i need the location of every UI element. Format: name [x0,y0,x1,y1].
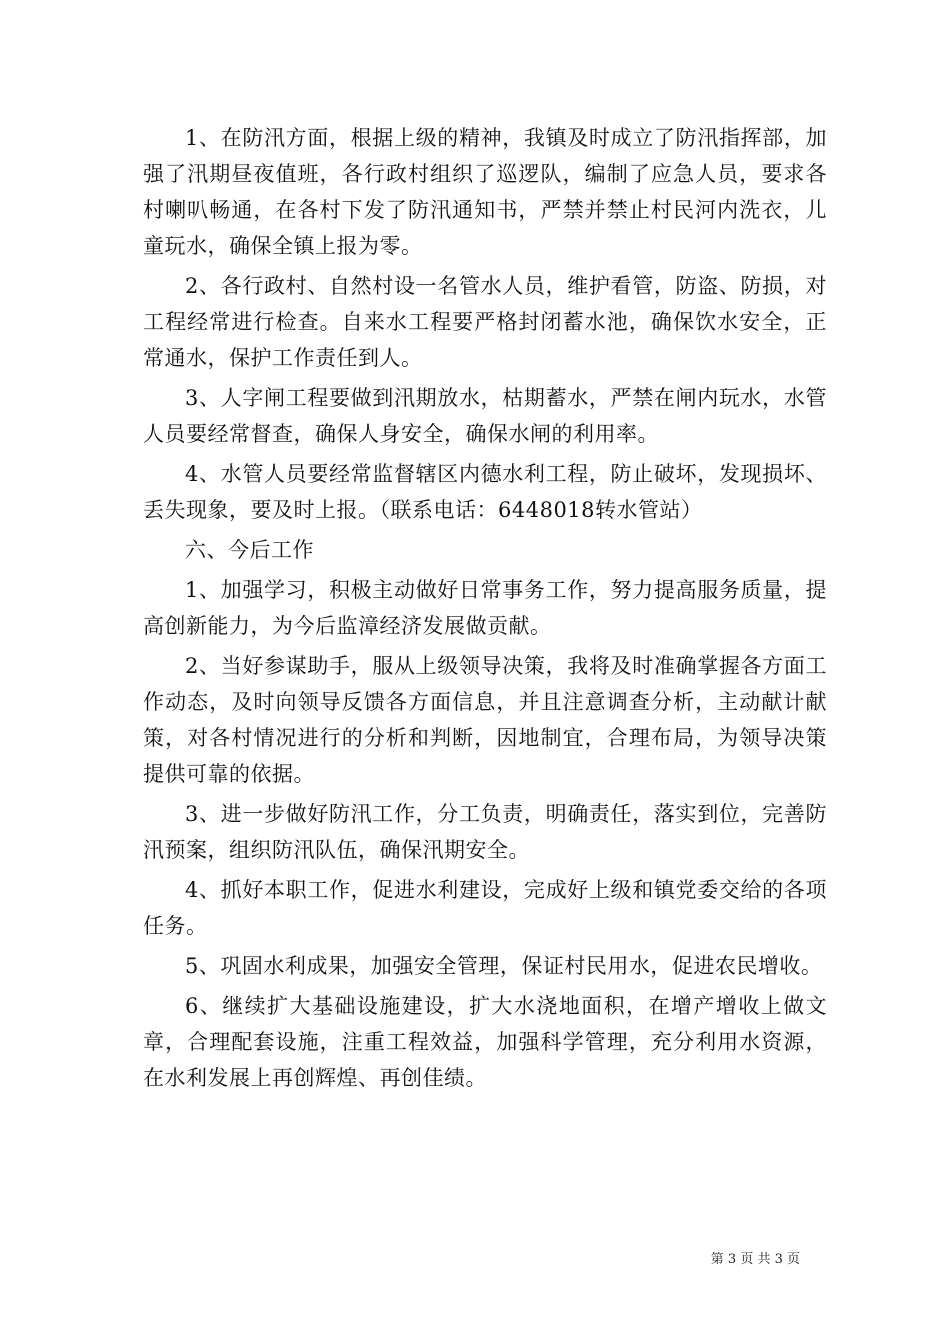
page-number-footer: 第 3 页 共 3 页 [710,1252,800,1267]
paragraph-future-4: 4、抓好本职工作，促进水利建设，完成好上级和镇党委交给的各项任务。 [143,878,827,938]
paragraph-future-6: 6、继续扩大基础设施建设，扩大水浇地面积，在增产增收上做文章，合理配套设施，注重工程效益，加强科学管理，充分利用水资源，在水利发展上再创辉煌、再创佳绩。 [143,994,827,1090]
paragraph-supervision: 4、水管人员要经常监督辖区内德水利工程，防止破坏，发现损坏、丢失现象，要及时上报。（联系电话：6448018转水管站） [143,462,827,522]
paragraph-future-2: 2、当好参谋助手，服从上级领导决策，我将及时准确掌握各方面工作动态，及时向领导反馈各方面信息，并且注意调查分析，主动献计献策，对各村情况进行的分析和判断，因地制宜，合理布局，为领导决策提供可靠的依据。 [143,654,827,786]
paragraph-future-3: 3、进一步做好防汛工作，分工负责，明确责任，落实到位，完善防汛预案，组织防汛队伍，确保汛期安全。 [143,802,827,862]
section-heading-future-work: 六、今后工作 [185,538,314,562]
paragraph-future-5: 5、巩固水利成果，加强安全管理，保证村民用水，促进农民增收。 [185,954,823,978]
paragraph-flood-control: 1、在防汛方面，根据上级的精神，我镇及时成立了防汛指挥部，加强了汛期昼夜值班，各行政村组织了巡逻队，编制了应急人员，要求各村喇叭畅通，在各村下发了防汛通知书，严禁并禁止村民河内洗衣，儿童玩水，确保全镇上报为零。 [143,126,827,258]
paragraph-water-managers: 2、各行政村、自然村设一名管水人员，维护看管，防盗、防损，对工程经常进行检查。自来水工程要严格封闭蓄水池，确保饮水安全，正常通水，保护工作责任到人。 [143,274,827,370]
document-body [143,120,827,1100]
paragraph-sluice-gate: 3、人字闸工程要做到汛期放水，枯期蓄水，严禁在闸内玩水，水管人员要经常督查，确保人身安全，确保水闸的利用率。 [143,386,827,446]
paragraph-future-1: 1、加强学习，积极主动做好日常事务工作，努力提高服务质量，提高创新能力，为今后监漳经济发展做贡献。 [143,578,827,638]
